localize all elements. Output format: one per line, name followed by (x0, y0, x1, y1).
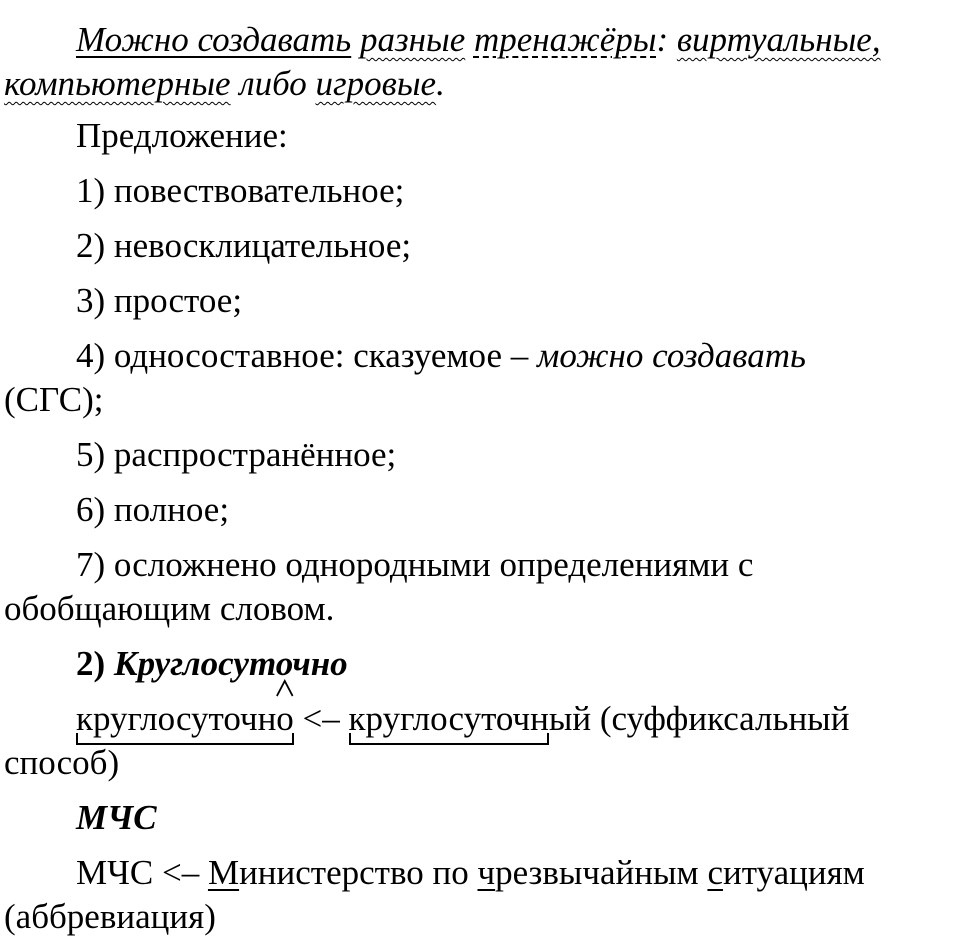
word3-heading: МЧС (76, 798, 157, 837)
analysis-item-text: 7) осложнено однородными определениями с (76, 545, 754, 584)
suffix-icon (276, 679, 294, 697)
analysis-item-text: 4) односоставное: сказуемое – (76, 336, 529, 375)
stem-bracket (76, 733, 294, 745)
predicate-example: можно создавать (537, 336, 806, 375)
analysis-item-7 (4, 543, 954, 631)
derived-stem: круглосуточно (76, 697, 294, 741)
predicate: Можно создавать (76, 20, 352, 59)
method-text: (аббревиация) (4, 897, 216, 936)
sentence (4, 18, 954, 106)
attribute-word: разные (359, 20, 466, 59)
analysis-item: 1) повествовательное; (76, 171, 405, 210)
derived-suffix: о (276, 697, 294, 741)
method-text: (суффиксальный (591, 699, 850, 738)
initial-letter: с (707, 853, 723, 892)
source-ending: ый (548, 699, 592, 738)
arrow-text: <– (293, 699, 349, 738)
attribute-word: виртуальные, (676, 20, 881, 59)
word2-analysis (4, 697, 954, 785)
analysis-item-cont: (СГС); (4, 380, 104, 419)
analysis-item: 6) полное; (76, 490, 230, 529)
analysis-heading: Предложение: (76, 116, 288, 155)
conjunction: либо (239, 64, 307, 103)
initial-letter: М (207, 853, 240, 892)
attribute-word: игровые (315, 64, 437, 103)
word2-heading (4, 642, 954, 686)
word2-number: 2) (76, 644, 106, 683)
analysis-item: 2) невосклицательное; (76, 226, 412, 265)
attribute-word: компьютерные (4, 64, 231, 103)
period: . (436, 64, 445, 103)
analysis-item: 3) простое; (76, 281, 243, 320)
analysis-item-cont: обобщающим словом. (4, 589, 335, 628)
initial-letter: ч (477, 853, 496, 892)
word2-title: Круглосуточно (113, 644, 348, 683)
object-word: тренажёры (473, 20, 657, 59)
stem-bracket (349, 733, 549, 745)
analysis-item-4 (4, 334, 954, 422)
analysis-item: 5) распространённое; (76, 435, 397, 474)
method-cont: способ) (4, 743, 120, 782)
colon: : (656, 20, 669, 59)
word3-analysis: МЧС <– Министерство по чрезвычайным ситуациям (аббревиация) (4, 851, 954, 939)
source-stem: круглосуточн (349, 697, 549, 741)
